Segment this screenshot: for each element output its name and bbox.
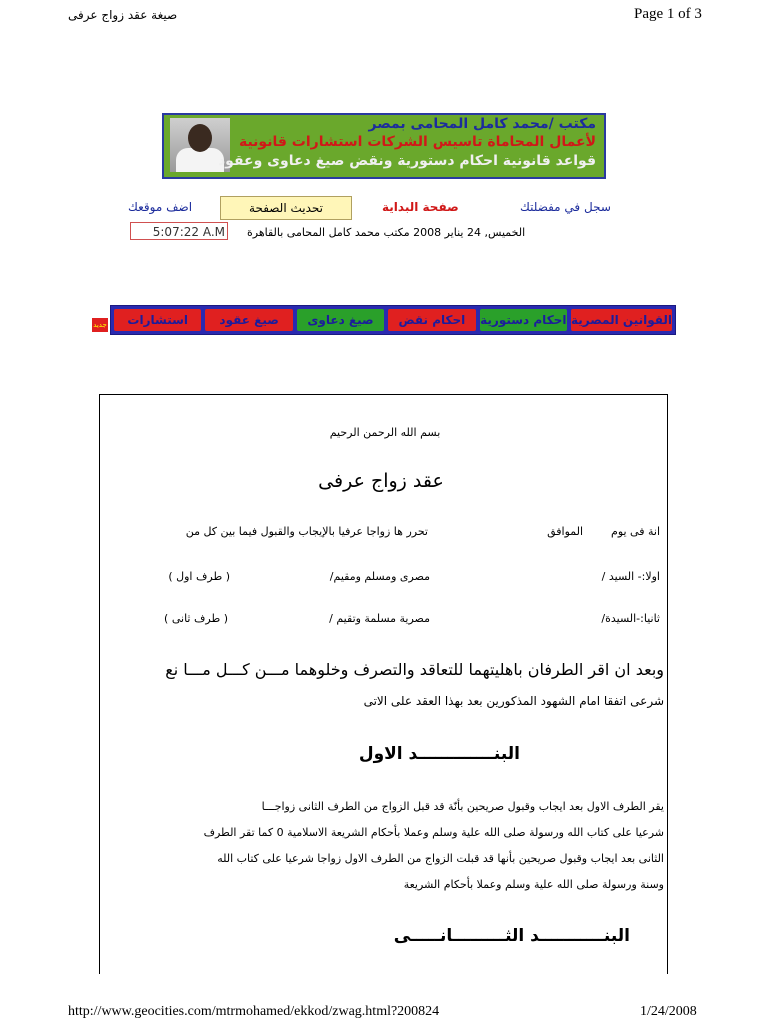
nav-consultations[interactable]: استشارات bbox=[114, 309, 201, 331]
nav-lawsuit-forms[interactable]: صيغ دعاوى bbox=[297, 309, 384, 331]
clause-1-line-2: شرعيا على كتاب الله ورسولة صلى الله علية وسلم وعملا بأحكام الشريعة الاسلامية 0 كما تقر الطرف bbox=[203, 826, 664, 839]
party2-role: ( طرف ثانى ) bbox=[164, 612, 228, 625]
party1-role: ( طرف اول ) bbox=[168, 570, 230, 583]
print-footer-url: http://www.geocities.com/mtrmohamed/ekkod/zwag.html?200824 bbox=[68, 1004, 440, 1019]
main-navigation bbox=[110, 305, 676, 335]
banner-services: لأعمال المحاماة تاسيس الشركات استشارات قانونية bbox=[238, 134, 596, 150]
set-homepage-link[interactable]: صفحة البداية bbox=[382, 200, 459, 214]
new-badge: جديد bbox=[92, 318, 108, 332]
party1-label: اولا:- السيد / bbox=[601, 570, 660, 583]
banner-resources: قواعد قانونية احكام دستورية ونقض صيغ دعاوى وعقود bbox=[217, 153, 596, 169]
site-banner[interactable] bbox=[162, 113, 606, 179]
refresh-page-button[interactable]: تحديث الصفحة bbox=[220, 196, 352, 220]
date-office-line: الخميس, 24 يناير 2008 مكتب محمد كامل المحامى بالقاهرة bbox=[247, 226, 526, 239]
banner-office-name: مكتب /محمد كامل المحامى بمصر bbox=[368, 116, 596, 132]
party2-description: مصرية مسلمة وتقيم / bbox=[329, 612, 430, 625]
clock-display: 5:07:22 A.M bbox=[130, 222, 228, 240]
print-page-number: Page 1 of 3 bbox=[634, 6, 702, 22]
nav-egyptian-laws[interactable]: القوانين المصرية bbox=[571, 309, 672, 331]
nav-constitutional-rulings[interactable]: احكام دستورية bbox=[480, 309, 567, 331]
contract-title: عقد زواج عرفى bbox=[318, 470, 444, 492]
print-document-title: صيغة عقد زواج عرفى bbox=[68, 8, 178, 22]
nav-cassation-rulings[interactable]: احكام نقض bbox=[388, 309, 475, 331]
party1-description: مصرى ومسلم ومقيم/ bbox=[329, 570, 430, 583]
clause-1-line-1: يقر الطرف الاول بعد ايجاب وقبول صريحين بأنّة قد قبل الزواج من الطرف الثانى زواجـــا bbox=[261, 800, 664, 813]
preamble-line-2: شرعى اتفقا امام الشهود المذكورين بعد بهذا العقد على الاتى bbox=[363, 694, 664, 708]
clause-1-heading: البنـــــــــــــد الاول bbox=[358, 744, 520, 764]
clause-1-line-4: وسنة ورسولة صلى الله علية وسلم وعملا بأحكام الشريعة bbox=[403, 878, 664, 891]
contract-date-line: انة فى يوم الموافق bbox=[547, 525, 660, 538]
basmala: بسم الله الرحمن الرحيم bbox=[329, 426, 441, 439]
clause-2-heading: البنـــــــــــد الثـــــــــانـــــى bbox=[393, 926, 630, 946]
contract-intro-line: تحرر ها زواجا عرفيا بالإيجاب والقبول فيما بين كل من bbox=[185, 525, 428, 538]
nav-contract-forms[interactable]: صيغ عقود bbox=[205, 309, 292, 331]
clause-1-line-3: الثانى بعد ايجاب وقبول صريحين بأنها قد قبلت الزواج من الطرف الاول زواجا شرعيا على كتاب الله bbox=[217, 852, 664, 865]
add-site-link[interactable]: اضف موقعك bbox=[128, 200, 193, 214]
party2-label: ثانيا:-السيدة/ bbox=[601, 612, 660, 625]
preamble-line-1: وبعد ان اقر الطرفان باهليتهما للتعاقد والتصرف وخلوهما مـــن كـــل مـــا نع bbox=[165, 660, 664, 679]
print-footer-date: 1/24/2008 bbox=[640, 1004, 697, 1019]
add-to-favorites-link[interactable]: سجل في مفضلتك bbox=[520, 200, 611, 214]
